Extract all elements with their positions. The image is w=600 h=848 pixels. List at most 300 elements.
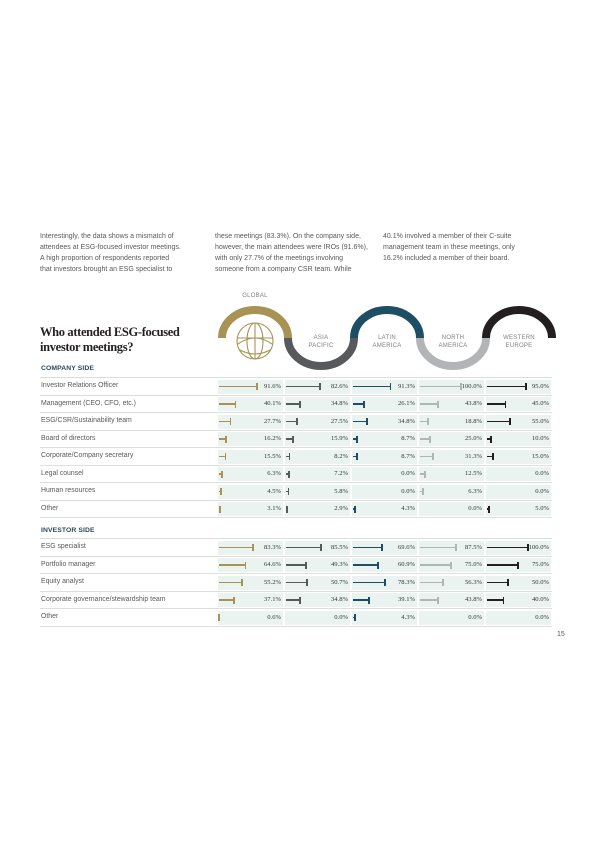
bar-global (219, 491, 221, 493)
value-label: 10.0% (531, 435, 549, 442)
bar-end-tick (503, 597, 505, 604)
cell-asia-pacific (285, 485, 350, 499)
value-label: 0.0% (468, 505, 482, 512)
table-row (40, 592, 552, 610)
investor-side-table (40, 538, 552, 627)
row-label: Corporate governance/stewardship team (41, 595, 166, 603)
bar-end-tick (225, 453, 227, 460)
value-label: 87.5% (464, 543, 482, 551)
bar-end-tick (219, 506, 221, 513)
cell-latin-america (352, 467, 417, 481)
cell-latin-america (352, 432, 417, 446)
cell-western-europe (486, 397, 551, 411)
cell-western-europe (486, 611, 551, 625)
bar-end-tick (256, 383, 258, 390)
bar-global (219, 599, 234, 601)
bar-end-tick (437, 597, 439, 604)
intro-line: 40.1% involved a member of their C-suite (383, 233, 512, 240)
bar-end-tick (241, 579, 243, 586)
cell-western-europe (486, 576, 551, 590)
cell-north-america (419, 611, 484, 625)
cell-global (218, 467, 283, 481)
table-row (40, 466, 552, 484)
bar-end-tick (356, 436, 358, 443)
cell-western-europe (486, 502, 551, 516)
value-label: 78.3% (397, 578, 415, 586)
value-label: 75.0% (464, 561, 482, 568)
bar-latin-america (353, 456, 357, 458)
intro-line: someone from a company CSR team. While (215, 266, 352, 273)
cell-asia-pacific (285, 576, 350, 590)
cell-global (218, 432, 283, 446)
bar-end-tick (437, 401, 439, 408)
bar-asia-pacific (286, 491, 288, 493)
chart-title-line: Who attended ESG-focused (40, 325, 180, 339)
cell-asia-pacific (285, 380, 350, 394)
value-label: 0.0% (401, 487, 415, 495)
chart-title-line: investor meetings? (40, 340, 134, 354)
cell-global (218, 450, 283, 464)
region-label-line: WESTERN (503, 334, 535, 341)
bar-end-tick (299, 597, 301, 604)
value-label: 39.1% (397, 596, 415, 603)
bar-end-tick (505, 401, 507, 408)
value-label: 5.0% (535, 505, 549, 512)
value-label: 100.0% (528, 543, 549, 551)
intro-line: these meetings (83.3%). On the company side, (215, 233, 361, 240)
cell-western-europe (486, 450, 551, 464)
bar-end-tick (432, 453, 434, 460)
value-label: 43.8% (464, 596, 482, 603)
bar-north-america (420, 403, 438, 405)
value-label: 4.3% (401, 505, 415, 512)
bar-end-tick (450, 562, 452, 569)
row-label: Investor Relations Officer (41, 382, 119, 389)
row-label: ESG specialist (41, 543, 86, 550)
table-row (40, 539, 552, 557)
cell-global (218, 502, 283, 516)
cell-global (218, 558, 283, 572)
cell-latin-america (352, 415, 417, 429)
cell-latin-america (352, 502, 417, 516)
region-label-asia-pacific (288, 334, 354, 351)
intro-line: with only 27.7% of the meetings involving (215, 255, 344, 262)
cell-asia-pacific (285, 432, 350, 446)
intro-line: Interestingly, the data shows a mismatch of (40, 233, 174, 240)
bar-latin-america (353, 403, 364, 405)
bar-end-tick (306, 579, 308, 586)
cell-north-america (419, 450, 484, 464)
intro-line: however, the main attendees were IROs (91.6%), (215, 244, 368, 251)
bar-latin-america (353, 421, 367, 423)
bar-end-tick (442, 579, 444, 586)
value-label: 100.0% (461, 382, 482, 390)
bar-end-tick (320, 544, 322, 551)
bar-global (219, 403, 235, 405)
bar-global (219, 564, 245, 566)
page-number: 15 (557, 631, 565, 638)
value-label: 0.0% (334, 613, 348, 621)
cell-latin-america (352, 558, 417, 572)
value-label: 34.8% (330, 400, 348, 407)
value-label: 45.0% (531, 400, 549, 407)
row-label: Legal counsel (41, 469, 84, 477)
cell-latin-america (352, 593, 417, 607)
value-label: 43.8% (464, 400, 482, 407)
bar-end-tick (252, 544, 254, 551)
value-label: 8.7% (401, 435, 415, 442)
table-row (40, 501, 552, 519)
value-label: 83.3% (263, 543, 281, 551)
row-label: Portfolio manager (41, 560, 96, 568)
bar-end-tick (517, 562, 519, 569)
cell-north-america (419, 541, 484, 555)
value-label: 49.3% (330, 561, 348, 568)
bar-asia-pacific (286, 403, 300, 405)
value-label: 64.6% (263, 561, 281, 568)
bar-end-tick (356, 453, 358, 460)
value-label: 27.7% (263, 417, 281, 425)
bar-asia-pacific (286, 456, 289, 458)
bar-western-europe (487, 508, 489, 510)
section-title-investor-side: INVESTOR SIDE (41, 527, 95, 534)
bar-global (219, 438, 226, 440)
cell-latin-america (352, 541, 417, 555)
value-label: 7.2% (334, 470, 348, 477)
table-row (40, 413, 552, 431)
bar-end-tick (422, 488, 424, 495)
bar-asia-pacific (286, 547, 321, 549)
region-label-north-america (420, 334, 486, 351)
intro-column-2 (215, 231, 368, 275)
bar-western-europe (487, 547, 528, 549)
table-row (40, 396, 552, 414)
cell-global (218, 415, 283, 429)
value-label: 91.6% (263, 382, 281, 390)
bar-end-tick (455, 544, 457, 551)
region-label-line: GLOBAL (242, 293, 268, 299)
company-side-table (40, 377, 552, 518)
value-label: 4.5% (267, 487, 281, 495)
section-title-company-side: COMPANY SIDE (41, 365, 95, 372)
bar-global (219, 582, 242, 584)
bar-end-tick (299, 401, 301, 408)
cell-western-europe (486, 415, 551, 429)
bar-end-tick (427, 418, 429, 425)
bar-end-tick (377, 562, 379, 569)
bar-end-tick (384, 579, 386, 586)
value-label: 0.0% (401, 470, 415, 477)
bar-end-tick (366, 418, 368, 425)
bar-western-europe (487, 564, 518, 566)
bar-end-tick (354, 506, 356, 513)
cell-north-america (419, 415, 484, 429)
bar-north-america (420, 456, 433, 458)
value-label: 0.6% (267, 613, 281, 621)
bar-asia-pacific (286, 438, 293, 440)
bar-end-tick (390, 383, 392, 390)
intro-line: 16.2% included a member of their board. (383, 255, 510, 262)
intro-line: A high proportion of respondents reported (40, 255, 170, 262)
bar-end-tick (354, 614, 356, 621)
value-label: 6.3% (468, 487, 482, 495)
cell-asia-pacific (285, 450, 350, 464)
bar-western-europe (487, 403, 505, 405)
bar-end-tick (220, 488, 222, 495)
table-row (40, 574, 552, 592)
bar-asia-pacific (286, 564, 306, 566)
value-label: 91.3% (397, 382, 415, 390)
value-label: 27.5% (330, 417, 348, 425)
bar-latin-america (353, 547, 382, 549)
bar-latin-america (353, 386, 390, 388)
bar-global (219, 456, 225, 458)
bar-north-america (420, 491, 423, 493)
region-label-latin-america (354, 334, 420, 351)
cell-asia-pacific (285, 558, 350, 572)
cell-latin-america (352, 397, 417, 411)
cell-north-america (419, 593, 484, 607)
cell-asia-pacific (285, 467, 350, 481)
region-label-line: LATIN (378, 334, 396, 341)
bar-end-tick (289, 453, 291, 460)
bar-global (219, 421, 230, 423)
value-label: 6.3% (267, 470, 281, 477)
chart-title (40, 325, 180, 355)
value-label: 55.2% (263, 578, 281, 586)
cell-latin-america (352, 380, 417, 394)
bar-western-europe (487, 599, 503, 601)
bar-end-tick (488, 506, 490, 513)
bar-north-america (420, 386, 461, 388)
bar-end-tick (230, 418, 232, 425)
cell-western-europe (486, 467, 551, 481)
region-label-global (222, 292, 288, 301)
region-label-line: AMERICA (372, 343, 402, 349)
globe-icon (237, 323, 273, 359)
value-label: 25.0% (464, 435, 482, 442)
bar-global (219, 547, 253, 549)
value-label: 40.1% (263, 400, 281, 407)
region-label-line: ASIA (313, 334, 329, 341)
value-label: 0.0% (535, 613, 549, 621)
bar-end-tick (525, 383, 527, 390)
value-label: 0.0% (535, 487, 549, 495)
bar-end-tick (292, 436, 294, 443)
bar-end-tick (288, 471, 290, 478)
bar-end-tick (424, 471, 426, 478)
cell-western-europe (486, 558, 551, 572)
value-label: 34.8% (397, 417, 415, 425)
table-row (40, 448, 552, 466)
cell-asia-pacific (285, 611, 350, 625)
value-label: 18.8% (464, 417, 482, 425)
cell-global (218, 593, 283, 607)
bar-end-tick (305, 562, 307, 569)
bar-north-america (420, 421, 428, 423)
row-label: Management (CEO, CFO, etc.) (41, 399, 136, 407)
value-label: 3.1% (267, 505, 281, 512)
intro-line: management team in these meetings, only (383, 244, 515, 251)
bar-asia-pacific (286, 421, 297, 423)
region-label-line: PACIFIC (308, 343, 334, 349)
bar-global (219, 508, 220, 510)
value-label: 5.8% (334, 487, 348, 495)
bar-north-america (420, 438, 430, 440)
cell-north-america (419, 485, 484, 499)
bar-end-tick (286, 506, 288, 513)
cell-latin-america (352, 576, 417, 590)
bar-western-europe (487, 421, 510, 423)
row-label: Human resources (41, 487, 96, 494)
bar-end-tick (490, 436, 492, 443)
cell-global (218, 380, 283, 394)
bar-latin-america (353, 617, 355, 619)
value-label: 69.6% (397, 543, 415, 551)
cell-north-america (419, 397, 484, 411)
bar-latin-america (353, 438, 357, 440)
table-row (40, 609, 552, 627)
value-label: 40.0% (531, 596, 549, 603)
cell-global (218, 576, 283, 590)
bar-end-tick (368, 597, 370, 604)
cell-north-america (419, 576, 484, 590)
value-label: 12.5% (464, 470, 482, 477)
bar-north-america (420, 582, 443, 584)
cell-global (218, 397, 283, 411)
region-label-western-europe (486, 334, 552, 351)
bar-end-tick (235, 401, 237, 408)
value-label: 95.0% (531, 382, 549, 390)
cell-latin-america (352, 611, 417, 625)
cell-asia-pacific (285, 415, 350, 429)
bar-end-tick (225, 436, 227, 443)
bar-asia-pacific (286, 473, 289, 475)
intro-column-1 (40, 231, 181, 275)
intro-line: attendees at ESG-focused investor meetings. (40, 244, 181, 251)
cell-north-america (419, 467, 484, 481)
bar-asia-pacific (286, 582, 307, 584)
value-label: 8.2% (334, 452, 348, 460)
bar-western-europe (487, 582, 508, 584)
bar-north-america (420, 564, 451, 566)
value-label: 15.5% (263, 452, 281, 460)
cell-global (218, 485, 283, 499)
value-label: 15.9% (330, 435, 348, 442)
bar-global (219, 473, 222, 475)
table-row (40, 431, 552, 449)
cell-asia-pacific (285, 541, 350, 555)
value-label: 16.2% (263, 435, 281, 442)
value-label: 26.1% (397, 400, 415, 407)
row-label: Equity analyst (41, 578, 84, 585)
cell-asia-pacific (285, 397, 350, 411)
value-label: 15.0% (531, 452, 549, 460)
value-label: 34.8% (330, 596, 348, 603)
value-label: 82.6% (330, 382, 348, 390)
intro-column-3 (383, 231, 515, 264)
bar-end-tick (288, 488, 290, 495)
value-label: 8.7% (401, 452, 415, 460)
bar-north-america (420, 599, 438, 601)
cell-western-europe (486, 541, 551, 555)
region-label-line: NORTH (441, 334, 465, 341)
bar-end-tick (507, 579, 509, 586)
bar-end-tick (429, 436, 431, 443)
row-label: Board of directors (41, 434, 96, 442)
cell-western-europe (486, 380, 551, 394)
bar-end-tick (319, 383, 321, 390)
cell-north-america (419, 380, 484, 394)
value-label: 0.0% (468, 613, 482, 621)
row-label: Other (41, 504, 59, 512)
cell-asia-pacific (285, 593, 350, 607)
bar-end-tick (221, 471, 223, 478)
bar-north-america (420, 547, 456, 549)
intro-line: that investors brought an ESG specialist to (40, 266, 173, 273)
bar-global (219, 386, 257, 388)
cell-north-america (419, 558, 484, 572)
row-label: Other (41, 613, 59, 620)
value-label: 4.3% (401, 613, 415, 621)
bar-latin-america (353, 508, 355, 510)
row-label: ESG/CSR/Sustainability team (41, 417, 132, 424)
value-label: 37.1% (263, 596, 281, 603)
value-label: 50.0% (531, 578, 549, 586)
table-row (40, 378, 552, 396)
value-label: 2.9% (334, 505, 348, 512)
value-label: 0.0% (535, 470, 549, 477)
bar-end-tick (492, 453, 494, 460)
value-label: 75.0% (531, 561, 549, 568)
bar-end-tick (381, 544, 383, 551)
bar-end-tick (509, 418, 511, 425)
cell-north-america (419, 432, 484, 446)
value-label: 31.3% (464, 452, 482, 460)
bar-asia-pacific (286, 508, 287, 510)
row-label: Corporate/Company secretary (41, 452, 134, 459)
region-label-line: AMERICA (438, 343, 468, 349)
bar-end-tick (363, 401, 365, 408)
bar-end-tick (296, 418, 298, 425)
value-label: 55.0% (531, 417, 549, 425)
cell-global (218, 611, 283, 625)
bar-asia-pacific (286, 599, 300, 601)
bar-latin-america (353, 599, 369, 601)
cell-asia-pacific (285, 502, 350, 516)
cell-latin-america (352, 485, 417, 499)
value-label: 85.5% (330, 543, 348, 551)
bar-western-europe (487, 386, 526, 388)
region-label-line: EUROPE (505, 343, 533, 349)
bar-end-tick (218, 614, 220, 621)
bar-north-america (420, 473, 425, 475)
bar-latin-america (353, 582, 385, 584)
value-label: 56.3% (464, 578, 482, 586)
value-label: 50.7% (330, 578, 348, 586)
table-row (40, 483, 552, 501)
bar-western-europe (487, 456, 493, 458)
cell-global (218, 541, 283, 555)
cell-latin-america (352, 450, 417, 464)
bar-western-europe (487, 438, 491, 440)
table-row (40, 557, 552, 575)
cell-western-europe (486, 593, 551, 607)
bar-end-tick (245, 562, 247, 569)
cell-western-europe (486, 485, 551, 499)
cell-western-europe (486, 432, 551, 446)
value-label: 60.9% (397, 561, 415, 568)
